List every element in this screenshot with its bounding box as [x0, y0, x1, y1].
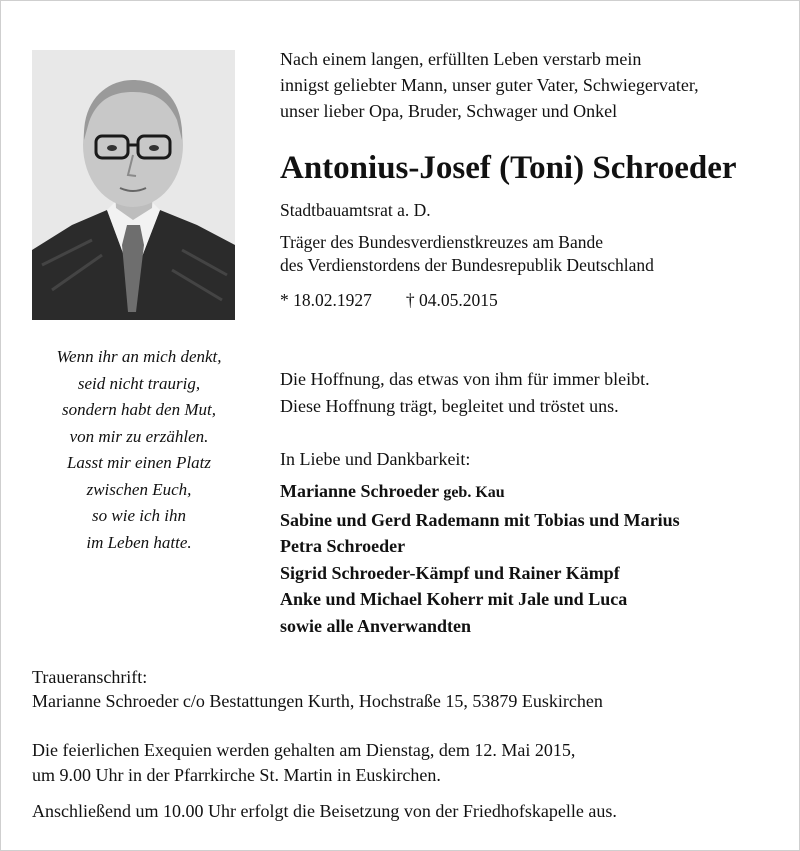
death-date: † 04.05.2015 — [405, 290, 498, 310]
deceased-title: Stadtbauamtsrat a. D. — [280, 200, 431, 220]
hope-line: Diese Hoffnung trägt, begleitet und tröstet uns. — [280, 396, 619, 416]
maiden-name: geb. Kau — [443, 484, 505, 501]
intro-line: Nach einem langen, erfüllten Leben verstarb mein — [280, 49, 642, 69]
poem-line: zwischen Euch, — [86, 479, 192, 499]
honor-line: Träger des Bundesverdienstkreuzes am Bande — [280, 232, 604, 252]
mourner-entry: Anke und Michael Koherr mit Jale und Luca — [280, 589, 628, 609]
deceased-honors — [280, 231, 654, 277]
honor-line: des Verdienstordens der Bundesrepublik Deutschland — [280, 255, 654, 275]
funeral-line: um 9.00 Uhr in der Pfarrkirche St. Martin in Euskirchen. — [32, 765, 441, 785]
hope-text — [280, 366, 650, 420]
mourner-entry: Sigrid Schroeder-Kämpf und Rainer Kämpf — [280, 562, 620, 583]
life-dates — [280, 288, 498, 312]
poem-line: von mir zu erzählen. — [69, 426, 209, 446]
mourner-name: Marianne Schroeder — [280, 481, 439, 501]
hope-line: Die Hoffnung, das etwas von ihm für immer bleibt. — [280, 369, 650, 389]
funeral-line: Die feierlichen Exequien werden gehalten am Dienstag, dem 12. Mai 2015, — [32, 740, 576, 760]
birth-date: * 18.02.1927 — [280, 290, 372, 310]
memorial-poem — [20, 344, 258, 556]
address-line: Marianne Schroeder c/o Bestattungen Kurth, Hochstraße 15, 53879 Euskirchen — [32, 691, 603, 711]
poem-line: so wie ich ihn — [92, 506, 186, 525]
poem-line: im Leben hatte. — [86, 532, 192, 552]
intro-text — [280, 46, 780, 124]
intro-line: unser lieber Opa, Bruder, Schwager und Onkel — [280, 101, 618, 121]
mourners-heading: In Liebe und Dankbarkeit: — [280, 449, 471, 469]
mourners-list — [280, 478, 680, 639]
funeral-info — [32, 738, 575, 788]
intro-line: innigst geliebter Mann, unser guter Vater, Schwiegervater, — [280, 75, 699, 95]
mourner-entry: Sabine und Gerd Rademann mit Tobias und Marius — [280, 509, 680, 530]
portrait-photo — [32, 50, 235, 320]
poem-line: Lasst mir einen Platz — [66, 453, 212, 472]
poem-line: Wenn ihr an mich denkt, — [56, 347, 222, 366]
poem-line: seid nicht traurig, — [77, 373, 201, 393]
mourner-entry: sowie alle Anverwandten — [280, 615, 471, 636]
mourner-entry: Petra Schroeder — [280, 536, 406, 556]
deceased-name: Antonius-Josef (Toni) Schroeder — [280, 150, 737, 186]
poem-line: sondern habt den Mut, — [62, 400, 216, 419]
mourner-entry — [280, 478, 680, 507]
burial-info: Anschließend um 10.00 Uhr erfolgt die Beisetzung von der Friedhofskapelle aus. — [32, 801, 617, 821]
address-label: Traueranschrift: — [32, 667, 148, 687]
